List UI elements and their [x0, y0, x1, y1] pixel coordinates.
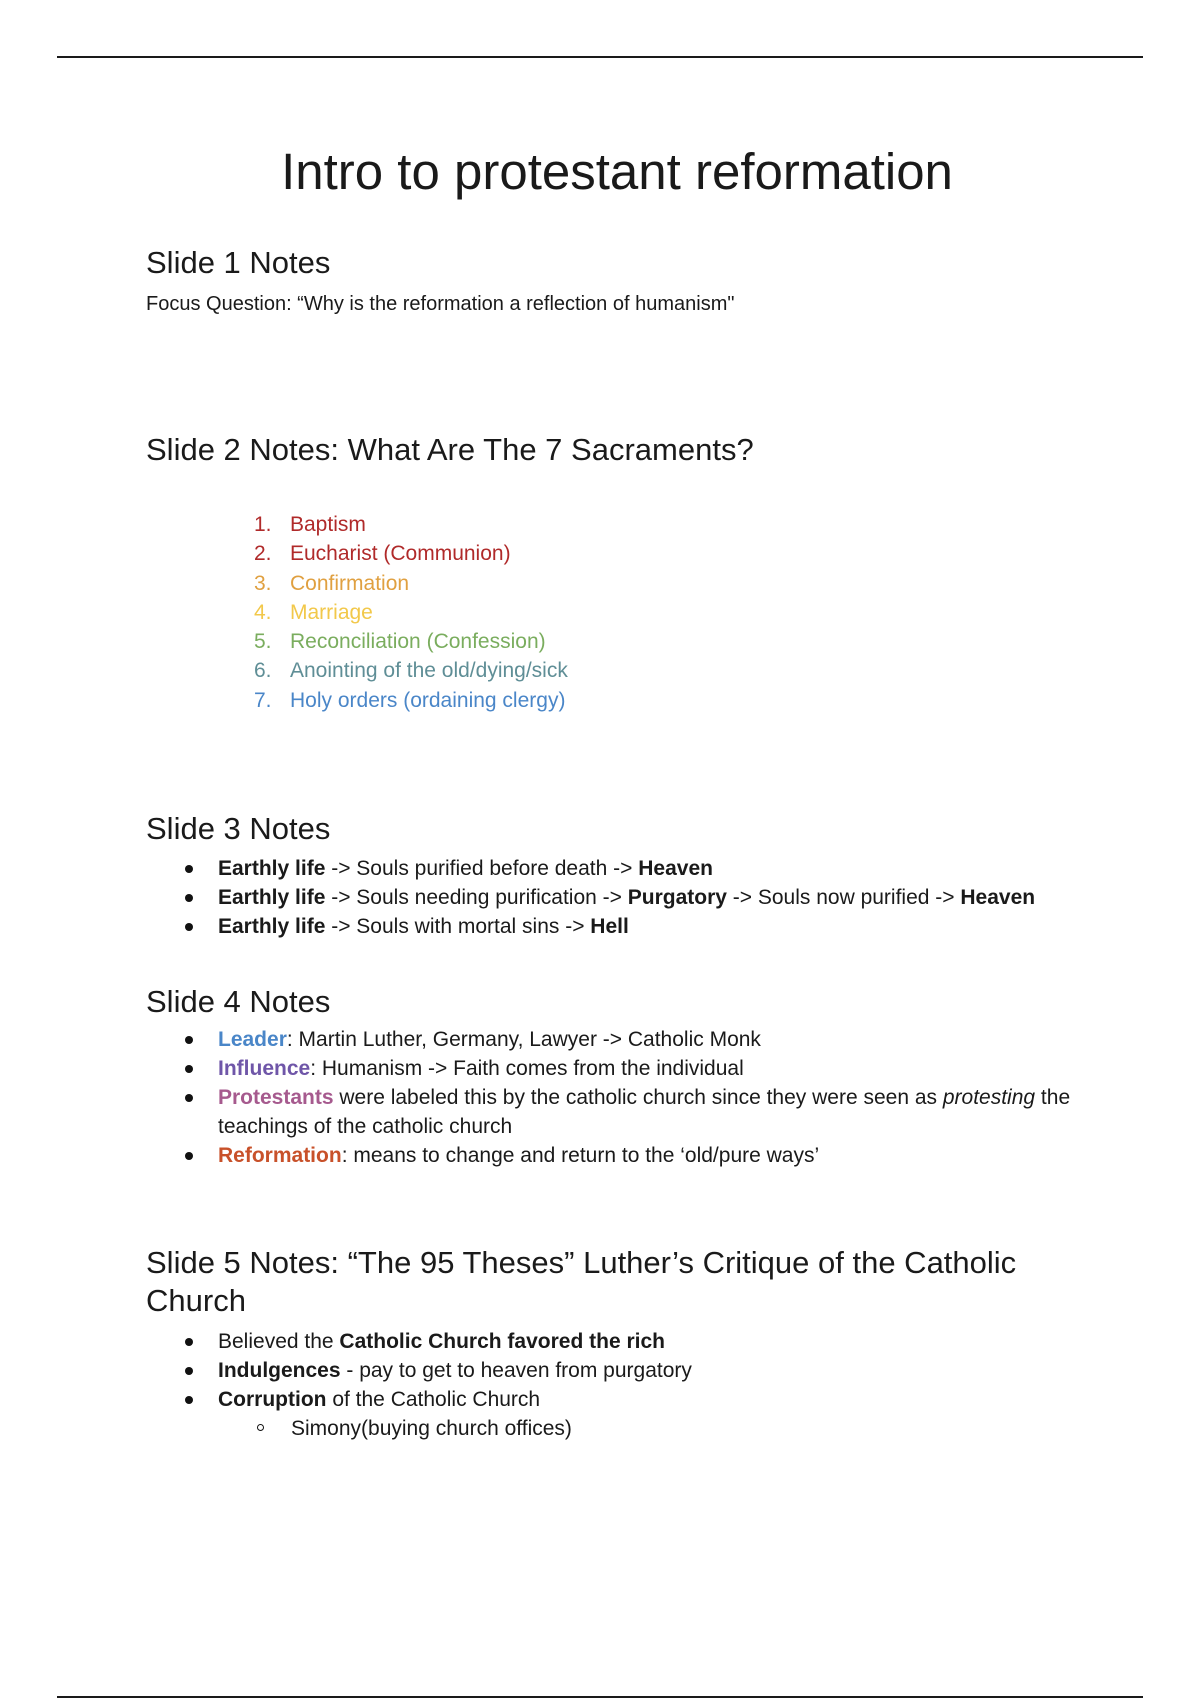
item-text: -> Souls with mortal sins -> [325, 915, 591, 939]
bottom-rule [57, 1696, 1143, 1698]
item-number: 3. [254, 571, 272, 595]
slide1-section [146, 244, 1106, 316]
list-item [146, 1141, 1106, 1170]
item-text: Confirmation [290, 571, 410, 595]
list-item [254, 686, 568, 715]
item-text: were labeled this by the catholic church since they were seen as [333, 1086, 943, 1110]
list-item [254, 539, 568, 568]
item-number: 1. [254, 513, 272, 536]
colored-term: Leader [218, 1028, 287, 1052]
list-item [146, 883, 1106, 912]
list-item [146, 854, 1106, 883]
list-item [146, 1385, 1106, 1443]
list-item [254, 569, 568, 598]
corruption-sublist [146, 1414, 1106, 1443]
bold-term: Purgatory [627, 886, 727, 910]
item-text: - pay to get to heaven from purgatory [340, 1359, 692, 1382]
bold-term: Catholic Church favored the rich [339, 1330, 665, 1353]
item-text: the teachings of the catholic church [218, 1086, 1071, 1139]
item-number: 7. [254, 688, 272, 712]
list-item [146, 912, 1106, 941]
luther-list [146, 1025, 1106, 1170]
bold-term: Earthly life [218, 915, 326, 939]
item-text: Anointing of the old/dying/sick [290, 659, 568, 683]
item-text: Holy orders (ordaining clergy) [290, 688, 566, 712]
slide5-heading: Slide 5 Notes: “The 95 Theses” Luther’s Critique of the Catholic Church [146, 1245, 1017, 1318]
item-text: of the Catholic Church [326, 1388, 541, 1411]
slide3-heading: Slide 3 Notes [146, 811, 331, 846]
list-item [254, 656, 568, 685]
item-number: 2. [254, 542, 272, 566]
item-number: 5. [254, 630, 272, 654]
sub-list-item: Simony(buying church offices) [146, 1414, 1106, 1443]
item-number: 6. [254, 659, 272, 683]
item-text: Eucharist (Communion) [290, 542, 511, 566]
colored-term: Influence [218, 1057, 311, 1081]
afterlife-list [146, 854, 1106, 941]
item-text: Believed the [218, 1330, 340, 1353]
list-item [146, 1327, 1106, 1356]
item-text: : Martin Luther, Germany, Lawyer -> Catholic Monk [286, 1028, 761, 1052]
item-text: -> Souls needing purification -> [325, 886, 628, 910]
italic-text: protesting [942, 1086, 1036, 1110]
colored-term: Protestants [218, 1086, 334, 1110]
list-item [146, 1054, 1106, 1083]
theses-list [146, 1327, 1106, 1443]
bold-term: Hell [590, 915, 629, 939]
slide2-heading: Slide 2 Notes: What Are The 7 Sacraments? [146, 432, 754, 467]
slide1-heading: Slide 1 Notes [146, 245, 331, 280]
list-item [146, 1083, 1106, 1141]
sacraments-list [254, 510, 568, 715]
slide3-section [146, 810, 1106, 941]
item-text: Marriage [290, 600, 373, 624]
item-text: : means to change and return to the ‘old/pure ways’ [341, 1144, 820, 1168]
item-text: -> Souls now purified -> [726, 886, 961, 910]
document-title: Intro to protestant reformation [281, 143, 953, 200]
list-item [254, 598, 568, 627]
bold-term: Heaven [638, 857, 713, 881]
bold-term: Heaven [960, 886, 1036, 910]
item-number: 4. [254, 600, 272, 624]
slide4-heading: Slide 4 Notes [146, 984, 331, 1019]
list-item [254, 627, 568, 656]
slide4-section [146, 983, 1106, 1170]
list-item [146, 1025, 1106, 1054]
slide2-section [146, 431, 1106, 468]
bold-term: Corruption [218, 1388, 327, 1411]
bold-term: Earthly life [218, 857, 326, 881]
bold-term: Earthly life [218, 886, 326, 910]
item-text: Baptism [290, 513, 366, 536]
item-text: : Humanism -> Faith comes from the individual [310, 1057, 744, 1081]
slide5-section [146, 1244, 1106, 1443]
colored-term: Reformation [218, 1144, 342, 1168]
top-rule [57, 56, 1143, 58]
list-item [146, 1356, 1106, 1385]
list-item [254, 510, 568, 539]
bold-term: Indulgences [218, 1359, 341, 1382]
item-text: Reconciliation (Confession) [290, 630, 546, 654]
item-text: -> Souls purified before death -> [325, 857, 639, 881]
focus-question: Focus Question: “Why is the reformation a reflection of humanism" [146, 293, 735, 316]
